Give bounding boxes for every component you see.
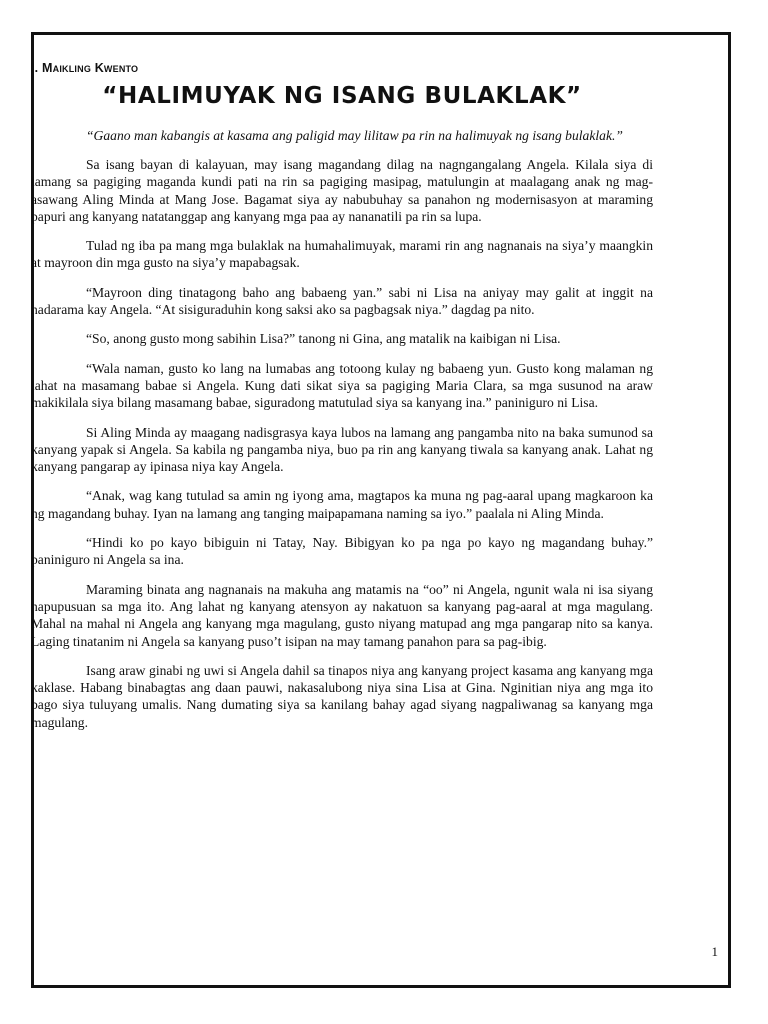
document-page <box>31 30 653 731</box>
story-title: “HALIMUYAK NG ISANG BULAKLAK” <box>102 83 582 109</box>
paragraph: Si Aling Minda ay maagang nadisgrasya kaya lubos na lamang ang pangamba nito na baka sumunod sa kanyang yapak si Angela. Sa kabila ng pangamba niya, buo pa rin ang kanyang tiwala sa kanyang anak. Lahat ng kanyang pangarap ay ipinasa niya kay Angela. <box>31 424 653 475</box>
paragraph: “Wala naman, gusto ko lang na lumabas ang totoong kulay ng babaeng yun. Gusto kong malaman ng lahat na masamang babae si Angela. Kung dati sikat siya sa pagiging Maria Clara, sa mga susunod na araw makikilala siya bilang masamang babae, siguradong matutulad siya sa kanyang ina.” paniniguro ni Lisa. <box>31 360 653 411</box>
page-number: 1 <box>711 944 718 959</box>
epigraph-quote: “Gaano man kabangis at kasama ang paligid may lilitaw pa rin na halimuyak ng isang bulaklak.” <box>86 128 623 143</box>
paragraph: “So, anong gusto mong sabihin Lisa?” tanong ni Gina, ang matalik na kaibigan ni Lisa. <box>86 331 561 347</box>
section-heading: I. Maikling Kwento <box>31 61 139 75</box>
paragraph: Sa isang bayan di kalayuan, may isang magandang dilag na nagngangalang Angela. Kilala siya di lamang sa pagiging maganda kundi pati na rin sa pagiging masipag, matulungin at maalagang anak ng mag-asawang Aling Minda at Mang Jose. Bagamat siya ay nabubuhay sa panahon ng modernisasyon at maraming papuri ang kanyang natatanggap ang kanyang mga paa ay nananatili pa rin sa lupa. <box>31 157 653 224</box>
paragraph: Tulad ng iba pa mang mga bulaklak na humahalimuyak, marami rin ang nagnanais na siya’y maangkin at mayroon din mga gusto na siya’y mapabagsak. <box>31 238 653 271</box>
paragraph: “Mayroon ding tinatagong baho ang babaeng yan.” sabi ni Lisa na aniyay may galit at inggit na nadarama kay Angela. “At sisiguraduhin kong saksi ako sa pagbagsak niya.” dagdag pa nito. <box>31 284 653 318</box>
paragraph: “Hindi ko po kayo bibiguin ni Tatay, Nay. Bibigyan ko pa nga po kayo ng magandang buhay.” paniniguro ni Angela sa ina. <box>31 535 653 568</box>
paragraph: “Anak, wag kang tutulad sa amin ng iyong ama, magtapos ka muna ng pag-aaral upang magkaroon ka ng magandang buhay. Iyan na lamang ang tanging maipapamana naming sa iyo.” paalala ni Aling Minda. <box>31 488 653 521</box>
paragraph: Maraming binata ang nagnanais na makuha ang matamis na “oo” ni Angela, ngunit wala ni isa siyang napupusuan sa mga ito. Ang lahat ng kanyang atensyon ay nakatuon sa kanyang pag-aaral at mga magulang. Mahal na mahal ni Angela ang kanyang mga magulang, gusto niyang matupad ang mga pangarap nito sa kanya. Laging tinatanim ni Angela sa kanyang puso’t isipan na may tamang panahon para sa pag-ibig. <box>31 581 653 649</box>
paragraph: Isang araw ginabi ng uwi si Angela dahil sa tinapos niya ang kanyang project kasama ang kanyang mga kaklase. Habang binabagtas ang daan pauwi, nakasalubong niya sina Lisa at Gina. Nginitian niya ang mga ito bago siya tuluyang umalis. Nang dumating siya sa kanilang bahay agad siyang nagpaliwanag sa kanyang mga magulang. <box>31 662 653 730</box>
